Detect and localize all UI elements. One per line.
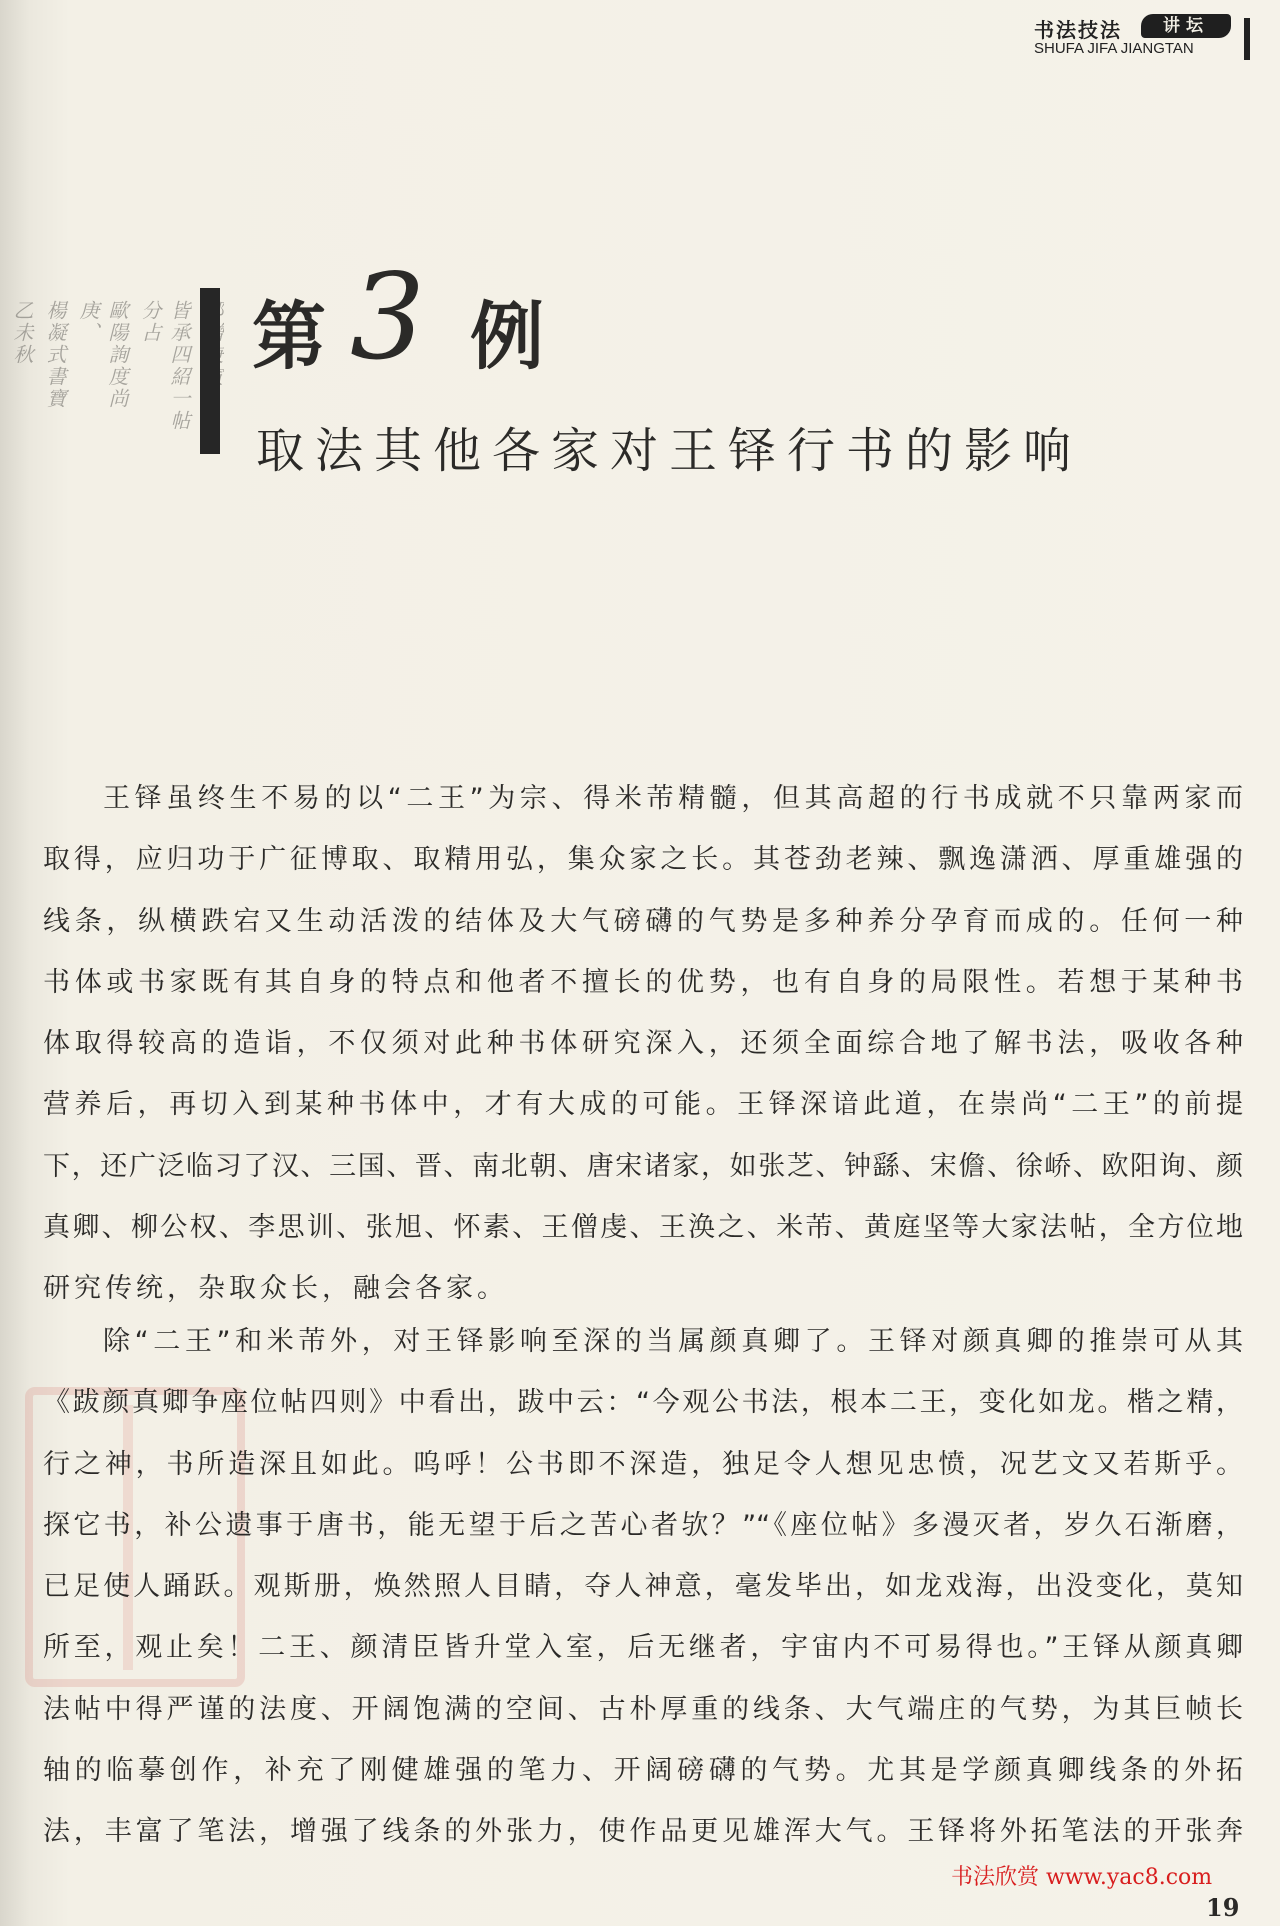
text-line: 体取得较高的造诣，不仅须对此种书体研究深入，还须全面综合地了解书法，吸收各种 (43, 1028, 1243, 1060)
calligraphy-sample (8, 300, 227, 450)
calligraphy-column: 歐陽詢度尚庚、 (76, 300, 129, 410)
text-line: 研究传统，杂取众长，融会各家。 (43, 1273, 508, 1305)
title-bar (200, 288, 220, 454)
text-line: 法帖中得严谨的法度、开阔饱满的空间、古朴厚重的线条、大气端庄的气势，为其巨帧长 (43, 1693, 1243, 1725)
text-line: 除“二王”和米芾外，对王铎影响至深的当属颜真卿了。王铎对颜真卿的推崇可从其 (103, 1326, 1243, 1357)
text-line: 探它书，补公遗事于唐书，能无望于后之苦心者欤？”“《座位帖》多漫灭者，岁久石渐磨， (43, 1509, 1243, 1541)
text-line: 已足使人踊跃。观斯册，焕然照人目睛，夺人神意，毫发毕出，如龙戏海，出没变化，莫知 (43, 1571, 1243, 1603)
text-line: 行之神，书所造深且如此。呜呼！公书即不深造，独足令人想见忠愤，况艺文又若斯乎。 (43, 1448, 1243, 1480)
text-line: 下，还广泛临习了汉、三国、晋、南北朝、唐宋诸家，如张芝、钟繇、宋儋、徐峤、欧阳询、颜 (43, 1150, 1243, 1182)
calligraphy-column: 乙未秋 (10, 300, 34, 366)
header-section-en: SHUFA JIFA JIANGTAN (1034, 40, 1194, 57)
text-line: 《跋颜真卿争座位帖四则》中看出，跋中云：“今观公书法，根本二王，变化如龙。楷之精， (43, 1387, 1243, 1419)
paragraph-2 (43, 1311, 1243, 1863)
header-bar (1244, 18, 1250, 60)
title-prefix: 第 (252, 294, 326, 380)
page-number: 19 (1206, 1893, 1240, 1922)
chapter-subtitle: 取法其他各家对王铎行书的影响 (256, 423, 1083, 479)
text-line: 书体或书家既有其自身的特点和他者不擅长的优势，也有自身的局限性。若想于某种书 (43, 966, 1243, 998)
site-watermark: 书法欣赏 www.yac8.com (951, 1865, 1213, 1890)
text-line: 轴的临摹创作，补充了刚健雄强的笔力、开阔磅礴的气势。尤其是学颜真卿线条的外拓 (43, 1755, 1243, 1787)
text-line: 营养后，再切入到某种书体中，才有大成的可能。王铎深谙此道，在崇尚“二王”的前提 (43, 1089, 1243, 1121)
text-line: 王铎虽终生不易的以“二王”为宗、得米芾精髓，但其高超的行书成就不只靠两家而 (103, 783, 1243, 814)
calligraphy-column: 楊凝式書寶 (43, 300, 67, 410)
calligraphy-column: 皆承四紹一帖分占 (138, 300, 191, 432)
header-section-tag: 讲坛 (1141, 14, 1231, 38)
text-line: 真卿、柳公权、李思训、张旭、怀素、王僧虔、王涣之、米芾、黄庭坚等大家法帖，全方位地 (43, 1212, 1243, 1244)
title-suffix: 例 (470, 294, 544, 380)
text-line: 法，丰富了笔法，增强了线条的外张力，使作品更见雄浑大气。王铎将外拓笔法的开张奔 (43, 1816, 1243, 1848)
text-line: 所至，观止矣！二王、颜清臣皆升堂入室，后无继者，宇宙内不可易得也。”王铎从颜真卿 (43, 1632, 1243, 1664)
text-line: 取得，应归功于广征博取、取精用弘，集众家之长。其苍劲老辣、飘逸潇洒、厚重雄强的 (43, 844, 1243, 876)
text-line: 线条，纵横跌宕又生动活泼的结体及大气磅礴的气势是多种养分孕育而成的。任何一种 (43, 905, 1243, 937)
header-section-cn: 书法技法 (1034, 18, 1122, 42)
title-number: 3 (350, 248, 426, 386)
paragraph-1 (43, 768, 1243, 1320)
